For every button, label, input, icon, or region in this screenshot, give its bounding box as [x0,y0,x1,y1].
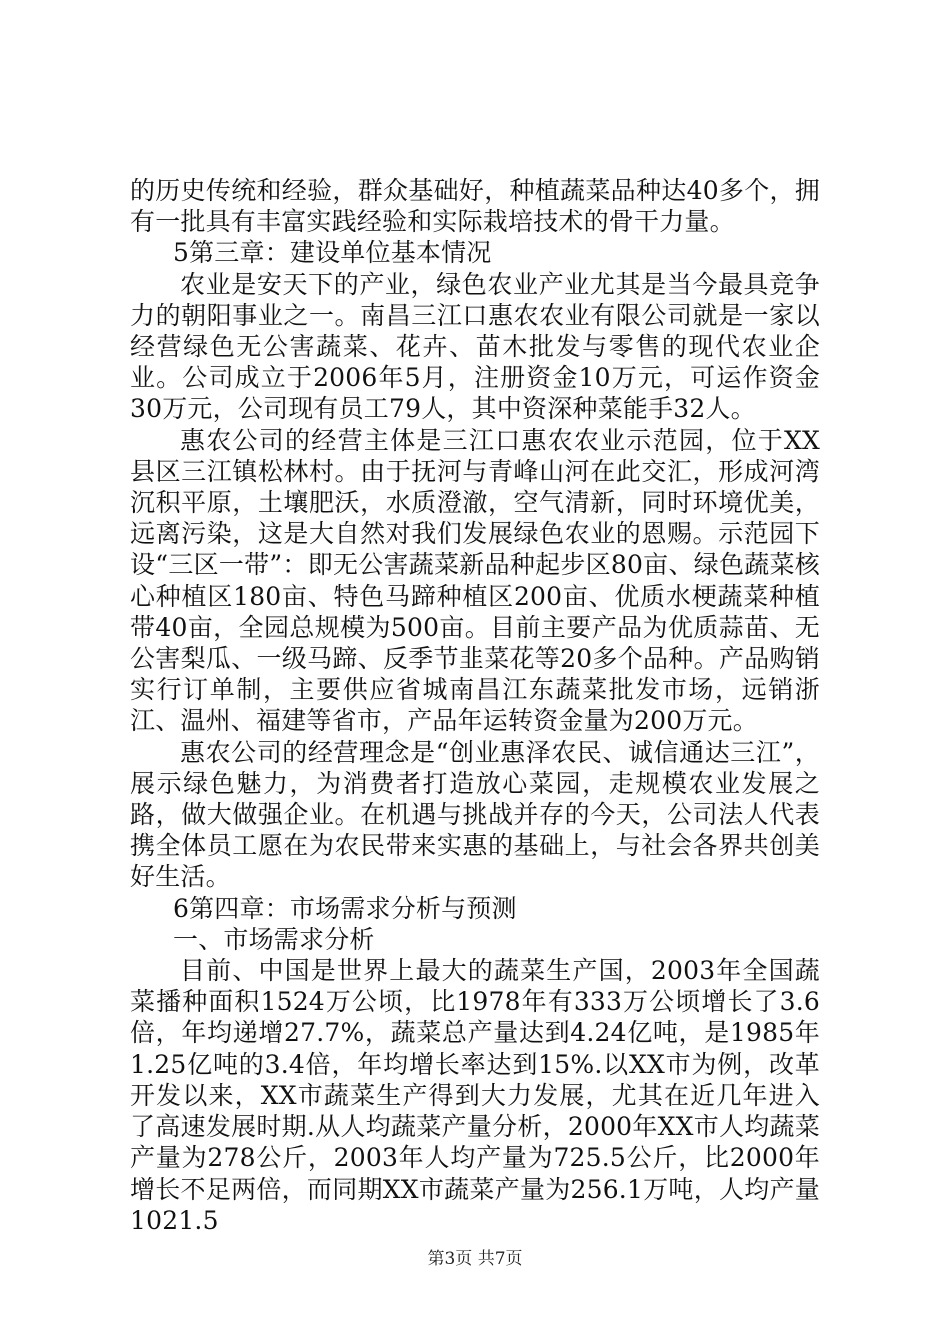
chapter-heading-3: 5第三章：建设单位基本情况 [173,238,492,268]
paragraph-market-analysis: 目前、中国是世界上最大的蔬菜生产国，2003年全国蔬菜播种面积1524万公顷，比1978年有333万公顷增长了3.6倍，年均递增27.7%，蔬菜总产量达到4.24亿吨，是1985年1.25亿吨的3.4倍，年均增长率达到15%.以XX市为例，改革开发以来，XX市蔬菜生产得到大力发展，尤其在近几年进入了高速发展时期.从人均蔬菜产量分析，2000年XX市人均蔬菜产量为278公斤，2003年人均产量为725.5公斤，比2000年增长不足两倍，而同期XX市蔬菜产量为256.1万吨，人均产量1021.5 [130,956,820,1235]
section-heading-market-demand: 一、市场需求分析 [173,924,375,954]
paragraph-business-philosophy: 惠农公司的经营理念是“创业惠泽农民、诚信通达三江”，展示绿色魅力，为消费者打造放心菜园，走规模农业发展之路，做大做强企业。在机遇与挑战并存的今天，公司法人代表携全体员工愿在为农民带来实惠的基础上，与社会各界共创美好生活。 [130,737,820,892]
paragraph-continuation: 的历史传统和经验，群众基础好，种植蔬菜品种达40多个，拥有一批具有丰富实践经验和实际栽培技术的骨干力量。 [130,176,820,237]
paragraph-demo-park: 惠农公司的经营主体是三江口惠农农业示范园，位于XX县区三江镇松林村。由于抚河与青峰山河在此交汇，形成河湾沉积平原，土壤肥沃，水质澄澈，空气清新，同时环境优美，远离污染，这是大自然对我们发展绿色农业的恩赐。示范园下设“三区一带”：即无公害蔬菜新品种起步区80亩、绿色蔬菜核心种植区180亩、特色马蹄种植区200亩、优质水梗蔬菜种植带40亩，全园总规模为500亩。目前主要产品为优质蒜苗、无公害梨瓜、一级马蹄、反季节韭菜花等20多个品种。产品购销实行订单制，主要供应省城南昌江东蔬菜批发市场，远销浙江、温州、福建等省市，产品年运转资金量为200万元。 [130,425,820,736]
document-body [130,175,820,1236]
paragraph-company-intro: 农业是安天下的产业，绿色农业产业尤其是当今最具竞争力的朝阳事业之一。南昌三江口惠农农业有限公司就是一家以经营绿色无公害蔬菜、花卉、苗木批发与零售的现代农业企业。公司成立于2006年5月，注册资金10万元，可运作资金30万元，公司现有员工79人，其中资深种菜能手32人。 [130,269,820,424]
chapter-heading-4: 6第四章：市场需求分析与预测 [173,893,517,923]
page-number-footer: 第3页 共7页 [427,1249,523,1269]
